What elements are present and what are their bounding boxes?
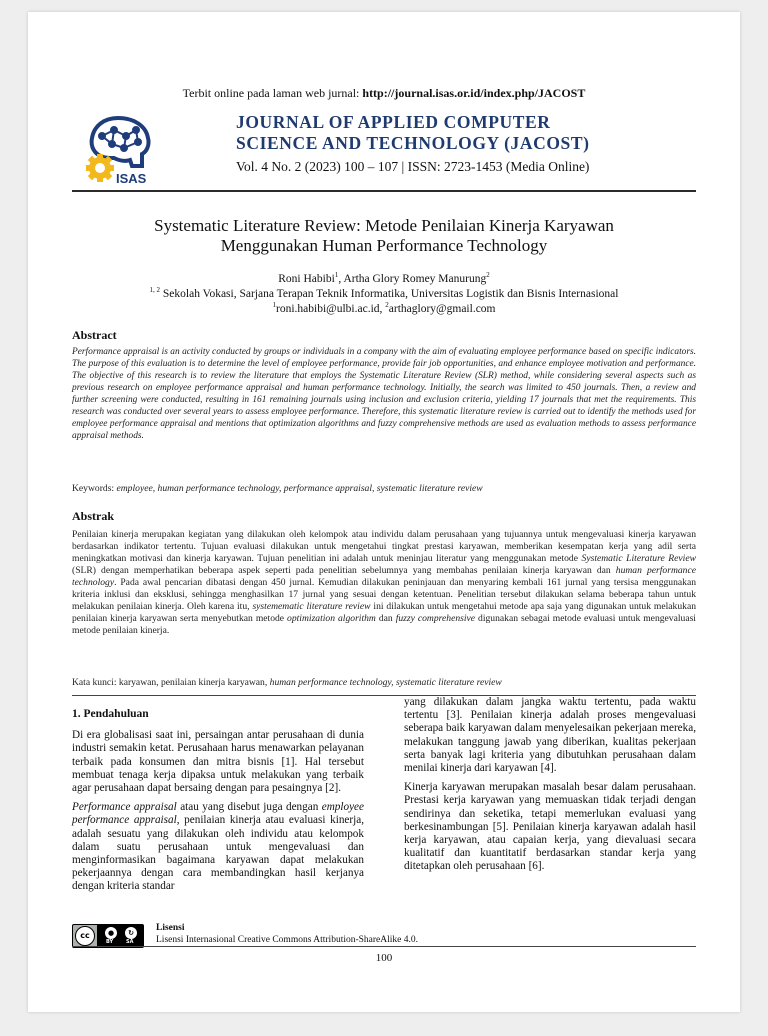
kata-kunci: Kata kunci: karyawan, penilaian kinerja karyawan, human performance technology, systematic literature review bbox=[72, 677, 502, 688]
email-1[interactable]: roni.habibi@ulbi.ac.id bbox=[276, 303, 380, 315]
body-column-right bbox=[404, 696, 696, 880]
paper-title bbox=[72, 216, 696, 256]
paper-title-line-2: Menggunakan Human Performance Technology bbox=[220, 236, 548, 255]
intro-paragraph-1: Di era globalisasi saat ini, persaingan antar perusahaan di dunia industri semakin ketat. Perusahaan harus menawarkan pelayanan terbaik pada konsumen dan mitra bisnis [1]. Hal tersebut membuat tenaga kerja dipaksa untuk melakukan yang terbaik agar perusahaan dapat bersaing dengan para pesaingnya [2]. bbox=[72, 729, 364, 795]
isas-logo bbox=[80, 112, 170, 188]
abstrak-text: Penilaian kinerja merupakan kegiatan yang dilakukan oleh kelompok atau individu dalam perusahaan yang tujuannya untuk mengevaluasi kinerja karyawan berdasarkan indikator tertentu. Tujuan evaluasi dilakukan untuk mengetahui tingkat prestasi karyawan, memberikan kesempatan kerja yang adil serta meningkatkan motivasi dan kinerja karyawan. Tujuan penelitian ini adalah untuk meninjau literatur yang menggunakan metode Systematic Literature Review (SLR) dengan memperhatikan beberapa aspek seperti pada penelitian sebelumnya yang membahas penilaian kinerja karyawan dan human performance technology. Pada awal pencarian dibatasi dengan 450 jurnal. Kemudian dilakukan peninjauan dan menyaring kembali 161 jurnal yang tersisa menggunakan kriteria inklusi dan eksklusi, sehingga menghasilkan 17 jurnal yang sesuai dengan ketentuan. Penelitian tersebut dilakukan selama beberapa tahun untuk melakukan penilaian kinerja. Oleh karena itu, systemematic literature review ini dilakukan untuk mengetahui metode apa saja yang digunakan untuk melakukan penilaian kinerja karyawan serta menyebutkan metode optimization algorithm dan fuzzy comprehensive digunakan sebagai metode evaluasi untuk mengevaluasi metode penilaian kinerja. bbox=[72, 529, 696, 636]
abstract-text: Performance appraisal is an activity conducted by groups or individuals in a company with the aim of evaluating employee performance based on specific indicators. The purpose of this evaluation is to determine the level of employee performance, provide fair job opportunities, and enhance employee motivation and performance. The objective of this research is to review the literature that employs the Systematic Literature Review (SLR) method, while considering several aspects such as previous research on employee performance appraisal and human performance technology. Initially, the search was limited to 450 journals. Then, a review and further screening were conducted, resulting in 161 remaining journals using inclusion and exclusion criteria, yielding 17 journals that met the requirements. This research was conducted over several years to assess employee performance. Therefore, this systematic literature review is carried out to identify the methods used for employee performance appraisal and mentions that optimization algorithms and fuzzy comprehensive methods are used as evaluation methods to assess performance appraisal methods. bbox=[72, 347, 696, 441]
license-heading: Lisensi bbox=[156, 923, 185, 933]
cc-sa-label: SA bbox=[126, 939, 134, 945]
abstrak-heading: Abstrak bbox=[72, 509, 115, 523]
author-block bbox=[72, 272, 696, 317]
abstract-heading: Abstract bbox=[72, 328, 117, 342]
body-column-left bbox=[72, 708, 364, 900]
by-person-icon: ● bbox=[105, 927, 117, 939]
footer-divider bbox=[72, 946, 696, 947]
journal-title-line-2: SCIENCE AND TECHNOLOGY (JACOST) bbox=[236, 133, 590, 153]
section-heading-introduction: 1. Pendahuluan bbox=[72, 708, 149, 720]
author-names: Roni Habibi$^1$, Artha Glory Romey Manurung$^2$ bbox=[278, 271, 490, 285]
cc-badge-strip bbox=[97, 925, 143, 947]
intro-paragraph-3: yang dilakukan dalam jangka waktu tertentu, pada waktu tertentu [3]. Penilaian kinerja adalah proses mengevaluasi seberapa baik karyawan dalam menyelesaikan pekerjaan mereka, melakukan tanggung jawab yang diberikan, kualitas pekerjaan serta banyak lagi kriteria yang dibutuhkan perusahaan dalam menilai kinerja dari karyawan [4]. bbox=[404, 696, 696, 775]
author-1: Roni Habibi bbox=[278, 273, 335, 285]
journal-page bbox=[28, 12, 740, 1012]
journal-title-line-1: JOURNAL OF APPLIED COMPUTER bbox=[236, 112, 551, 132]
intro-paragraph-2: Performance appraisal atau yang disebut juga dengan employee performance appraisal, penilaian kinerja atau evaluasi kinerja, adalah sesuatu yang dilakukan oleh individu atau kelompok dalam suatu perusahaan untuk mengevaluasi dan menginformasikan bagaimana karyawan dapat melakukan pekerjaannya dengan cara membandingkan hasil kerjanya dengan kriteria standar bbox=[72, 801, 364, 893]
journal-volume: Vol. 4 No. 2 (2023) 100 – 107 | ISSN: 2723-1453 (Media Online) bbox=[236, 159, 590, 174]
emails: $^1$roni.habibi@ulbi.ac.id, $^2$arthaglory@gmail.com bbox=[272, 301, 496, 315]
paper-title-line-1: Systematic Literature Review: Metode Penilaian Kinerja Karyawan bbox=[154, 216, 614, 235]
header-divider bbox=[72, 190, 696, 192]
journal-title bbox=[236, 112, 706, 154]
author-2: Artha Glory Romey Manurung bbox=[343, 273, 487, 285]
cc-by-label: BY bbox=[106, 939, 114, 945]
affiliation: $^{1, 2}$ Sekolah Vokasi, Sarjana Terapan Teknik Informatika, Universitas Logistik dan Bisnis Internasional bbox=[149, 286, 619, 300]
site-prefix: Terbit online pada laman web jurnal: bbox=[182, 86, 363, 100]
sa-share-icon: ↻ bbox=[125, 927, 137, 939]
site-url-link[interactable]: http://journal.isas.or.id/index.php/JACOST bbox=[362, 86, 586, 100]
journal-site-line bbox=[28, 86, 740, 101]
cc-icon: cc bbox=[75, 926, 95, 946]
license-text[interactable]: Lisensi Internasional Creative Commons Attribution-ShareAlike 4.0. bbox=[156, 935, 418, 945]
logo-text: ISAS bbox=[116, 171, 147, 186]
keywords: Keywords: employee, human performance technology, performance appraisal, systematic literature review bbox=[72, 483, 483, 494]
email-2[interactable]: arthaglory@gmail.com bbox=[388, 303, 496, 315]
intro-paragraph-4: Kinerja karyawan merupakan masalah besar dalam perusahaan. Prestasi kerja karyawan yang memuaskan tidak terjadi dengan sendirinya dan seketika, tetapi memerlukan evaluasi yang berkesinambungan [5]. Penilaian kinerja karyawan adalah hasil kerja karyawan, atau capaian kerja, yang dievaluasi secara kualitatif dan kuantitatif berdasarkan standar kerja yang ditetapkan oleh perusahaan [6]. bbox=[404, 781, 696, 873]
page-number: 100 bbox=[375, 952, 393, 964]
cc-by-sa-badge[interactable] bbox=[72, 924, 144, 948]
